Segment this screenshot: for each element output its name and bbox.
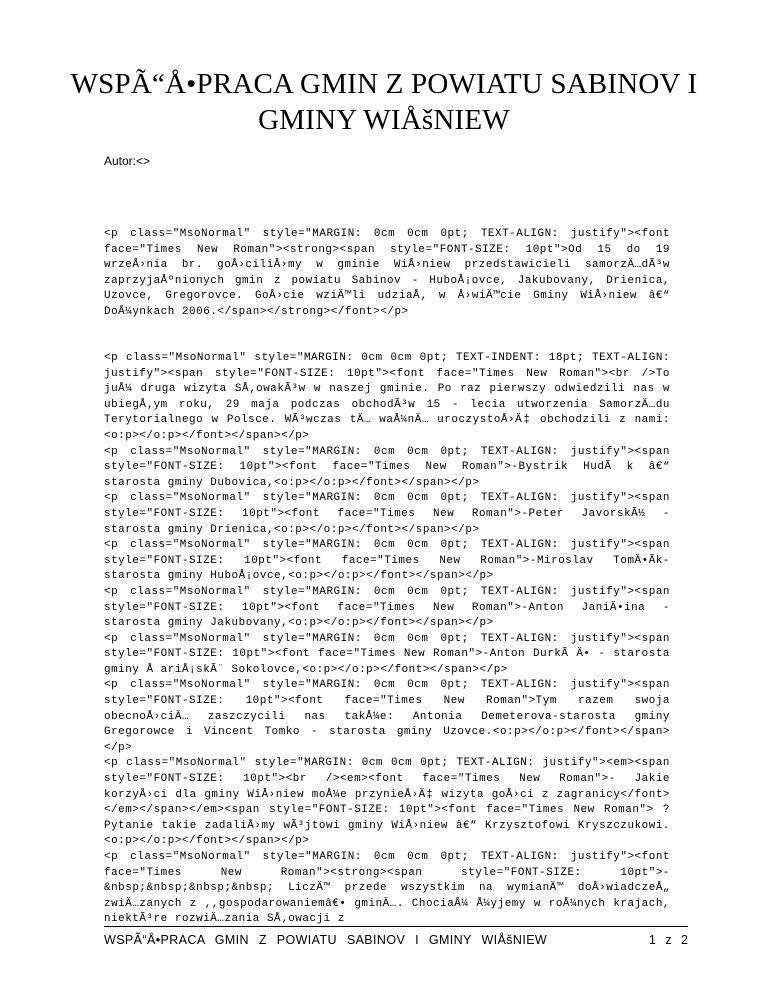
- footer-divider: [104, 926, 688, 927]
- document-title: WSPÃ“Å•PRACA GMIN Z POWIATU SABINOV I GMINY WIÅšNIEW: [70, 68, 698, 136]
- footer-title: WSPÃ“Å•PRACA GMIN Z POWIATU SABINOV I GMINY WIÅšNIEW: [104, 933, 548, 947]
- page-number: 1 z 2: [648, 933, 688, 947]
- page-footer: [104, 932, 688, 948]
- author-label: Autor:<>: [104, 154, 151, 168]
- raw-html-paragraph-2: <p class="MsoNormal" style="MARGIN: 0cm 0cm 0pt; TEXT-INDENT: 18pt; TEXT-ALIGN: justify"><span style="FONT-SIZE: 10pt"><font face="Times New Roman"><br />To juÅ¼ druga wizyta SÅ‚owakÃ³w w naszej gminie. Po raz pierwszy odwiedzili nas w ubiegÅ‚ym roku, 29 maja podczas obchodÃ³w 15 - lecia utworzenia SamorzÄ…du Terytorialnego w Polsce. WÃ³wczas tÄ… waÅ¼nÄ… uroczystoÅ›Ä‡ obchodzili z nami:<o:p></o:p></font></span></p> <p class="MsoNormal" style="MARGIN: 0cm 0cm 0pt; TEXT-ALIGN: justify"><span style="FONT-SIZE: 10pt"><font face="Times New Roman">-Bystrik HudÃ k â€“ starosta gminy Dubovica,<o:p></o:p></font></span></p> <p class="MsoNormal" style="MARGIN: 0cm 0cm 0pt; TEXT-ALIGN: justify"><span style="FONT-SIZE: 10pt"><font face="Times New Roman">-Peter JavorskÃ½ - starosta gminy Drienica,<o:p></o:p></font></span></p> <p class="MsoNormal" style="MARGIN: 0cm 0cm 0pt; TEXT-ALIGN: justify"><span style="FONT-SIZE: 10pt"><font face="Times New Roman">-Miroslav TomÄ•Ãk- starosta gminy HuboÅ¡ovce,<o:p></o:p></font></span></p> <p class="MsoNormal" style="MARGIN: 0cm 0cm 0pt; TEXT-ALIGN: justify"><span style="FONT-SIZE: 10pt"><font face="Times New Roman">-Anton JaniÄ•ina - starosta gminy Jakubovany,<o:p></o:p></font></span></p> <p class="MsoNormal" style="MARGIN: 0cm 0cm 0pt; TEXT-ALIGN: justify"><span style="FONT-SIZE: 10pt"><font face="Times New Roman">-Anton DurkÃ Ä• - starosta gminy Å ariÅ¡skÃ¨ Sokolovce,<o:p></o:p></font></span></p> <p class="MsoNormal" style="MARGIN: 0cm 0cm 0pt; TEXT-ALIGN: justify"><span style="FONT-SIZE: 10pt"><font face="Times New Roman">Tym razem swoja obecnoÅ›ciÄ… zaszczycili nas takÅ¼e: Antonia Demeterova-starosta gminy Gregorowce i Vincent Tomko - starosta gminy Uzovce.<o:p></o:p></font></span></p> <p class="MsoNormal" style="MARGIN: 0cm 0cm 0pt; TEXT-ALIGN: justify"><em><span style="FONT-SIZE: 10pt"><br /><em><font face="Times New Roman">- Jakie korzyÅ›ci dla gminy WiÅ›niew moÅ¼e przynieÅ›Ä‡ wizyta goÅ›ci z zagranicy</font></em></span></em><span style="FONT-SIZE: 10pt"><font face="Times New Roman"> ? Pytanie takie zadaliÅ›my wÃ³jtowi gminy WiÅ›niew â€“ Krzysztofowi Kryszczukowi.<o:p></o:p></font></span></p> <p class="MsoNormal" style="MARGIN: 0cm 0cm 0pt; TEXT-ALIGN: justify"><font face="Times New Roman"><strong><span style="FONT-SIZE: 10pt">-&nbsp;&nbsp;&nbsp;&nbsp; LiczÄ™ przede wszystkim na wymianÄ™ doÅ›wiadczeÅ„ zwiÄ…zanych z ,,gospodarowaniemâ€• gminÄ…. ChociaÅ¼ Å¼yjemy w roÅ¼nych krajach, niektÃ³re rozwiÄ…zania SÅ‚owacji z: [104, 352, 670, 926]
- raw-html-paragraph-1: <p class="MsoNormal" style="MARGIN: 0cm 0cm 0pt; TEXT-ALIGN: justify"><font face="Times New Roman"><strong><span style="FONT-SIZE: 10pt">Od 15 do 19 wrzeÅ›nia br. goÅ›ciliÅ›my w gminie WiÅ›niew przedstawicieli samorzÄ…dÃ³w zaprzyjaÅºnionych gmin z powiatu Sabinov - HuboÅ¡ovce, Jakubovany, Drienica, Uzovce, Gregorovce. GoÅ›cie wziÄ™li udziaÅ‚ w Å›wiÄ™cie Gminy WiÅ›niew â€“ DoÅ¼ynkach 2006.</span></strong></font></p>: [104, 228, 678, 318]
